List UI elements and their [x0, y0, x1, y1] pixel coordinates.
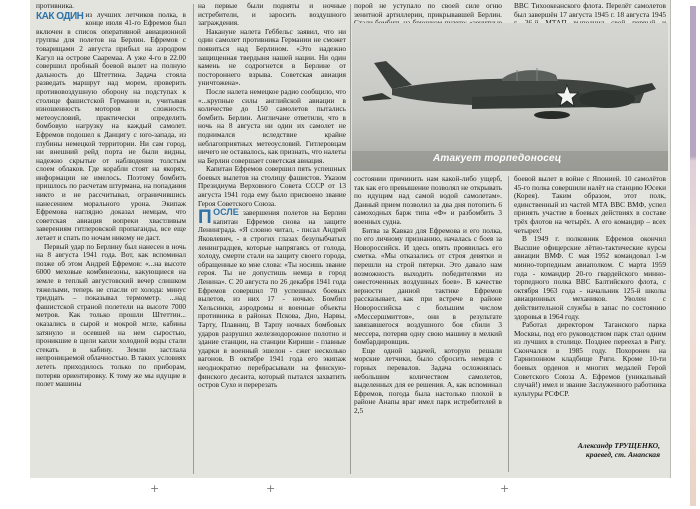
paragraph: Капитан Ефремов совершил пять успешных боевых вылетов на столицу фашистов. Указом Президиума Верховного Совета СССР от 13 августа 1941 года ему было присвоено звание Героя Советского Союза. — [198, 164, 346, 208]
article-column-4 — [514, 175, 666, 440]
paragraph-lead — [36, 11, 186, 243]
paragraph: на первые были подняты и ночные истребители, и заросить воздушного заграждения. — [198, 1, 346, 28]
paragraph: завершения полетов на Берлин капитан Ефремов снова на защите Ленинграда. «Я словно читал, - писал Андрей Яковлевич, - в строгих глазах безупыбчатых ленинградцев, которые напрягаясь от голода, холоду, смерти стали на защиту своего города, обращенные ко мне слова: «Ты носишь звание героя. Ты не допустишь немца в город Ленина». С 20 августа по 26 декабря 1941 года Ефремов совершил 70 успешных боевых вылетов, из них 17 - ночью. Бомбил Хельсинки, аэродромы и военные объекты противника в районах Пскова, Дно, Нарвы, Тарту, Плавниц. В Тарпу ночных бомбовых ударов разрушил железнодорожное полотно и здание станции, на станции Кириши - главные ударки в военный эшелон - сжег несколько вагонов. В октябре 1941 года его экипаж неоднократно перебрасывали на финскую-финского десанта, который пытался захватить остров Сухо и перерезать — [198, 208, 346, 390]
paragraph: Битва за Кавказ для Ефремова и его полка, по его личному признанию, началась с боев за Новороссийск. И здесь опять проявилась его сметка. «Мы отказались от строя девятки и перешли на строй пятерки. Это давало нам возможность выходить победителями из ожесточенных воздушных боев». В качестве верности данной тактике Ефремов рассказывает, как при встрече в районе Новороссийска с большим числом «Мессершмиттов», они в результате завязавшегося воздушного боя сбили 3 мессера, потеряв одну свою машину в мелкий бомбардировщик. — [354, 225, 502, 347]
lead-word: ОСЛЕ — [213, 207, 239, 218]
paragraph: из лучших летчиков полка, в конце июля 41-го Ефремов был включен в список оперативной авиационной группы для полетов на Берлин. Ефремов с товарищами 2 августа прибыл на аэродром Кагул на острове Сааремаа. А уже 4-го в 22.00 совершил пробный боевой вылет на полную дальность до Штеттина. Задача стояла разведать маршрут над морем, проверить противовоздушную оборону на подступах к столице фашистской Германии и, учитывая изношенность моторов и сложность метеоусловий, практически определить бомбовую нагрузку на каждый самолет. Ефремов подошел к Данцигу с юго-запада, из глубины немецкой территории. Ни сам город, ни внешний рейд порта не были видны, надежно скрытые от наблюдения толстым слоем облаков. Где корабли стоят на якорях, информации не имелось. Поэтому бомбить пришлось по расчетам штурмана, на попадания никто и не рассчитывал, ограничившись нанесением морального урона. Экипаж Ефремова наглядно доказал немцам, что советская авиация вопреки хвастливым заверениям гитлеровской пропаганды, все еще летает и спать по ночам никому не даст. — [36, 9, 186, 243]
drop-cap: КАК ОДИН — [36, 10, 84, 22]
author-name: Александр ТРУЩЕНКО, — [577, 441, 660, 450]
torpedo-bomber-image — [352, 23, 668, 171]
article-column-1 — [36, 2, 186, 476]
photo-caption: Атакует торпедоносец — [433, 153, 562, 164]
paragraph-lead — [198, 208, 346, 389]
color-calibration-strip — [690, 6, 696, 506]
author-location: краевед, ст. Анапская — [585, 450, 660, 459]
drop-cap: П — [198, 207, 212, 229]
paragraph: После налета немецкое радио сообщило, что «...крупные силы английской авиации в количестве до 150 самолетов пытались бомбить Берлин. Англичане ответили, что в ночь на 8 августа ни один их самолет не поднимался вследствие крайне неблагоприятных метеоусловий. Гитлеровцам ничего не оставалось, как признать, что налеты на Берлин совершает советская авиация. — [198, 86, 346, 165]
paragraph: Накануне налета Геббельс заявил, что ни один самолет противника Германии не сможет появиться над Берлином. «Это надежно защищенная твердыня нашей нации. Ни один камень не содрогнется в Берлине от постороннего взрыва. Советская авиация уничтожена». — [198, 26, 346, 88]
registration-mark-icon: + — [266, 482, 276, 495]
paragraph: Работал директором Таганского парка Москвы, под его руководством парк стал одним из лучших в столице. Позднее переехал в Ригу. Скончался в 1985 году. Похоронен на Гарнизонном кладбище Риги. Кроме 10-ти боевых орденов и многих медалей Герой Советского Союза А. Ефремов (уникальный случай!) имел и звание Заслуженного работника культуры РСФСР. — [514, 320, 666, 398]
paragraph: противника. — [36, 1, 74, 10]
column-divider — [193, 4, 194, 474]
article-column-4-top — [514, 2, 666, 24]
paragraph: порой не уступало по своей силе огню зенитной артиллерии, прикрывавшей Берлин. — [354, 1, 502, 19]
paragraph: боевой вылет в войне с Японией. 10 самолётов 45-го полка совершили налёт на станцию Юсеки (Корея). Таким образом, этот полк, единственный из частей МТА ВВС ВМФ, успел принять участие в боевых действиях в составе трёх флотов на четырёх. А его командир – всех четырех! — [514, 174, 667, 235]
registration-mark-icon: + — [500, 482, 510, 495]
paragraph: В 1949 г. полковник Ефремов окончил Высшие офицерские лётно-тактические курсы авиации ВМФ. С мая 1952 командовал 1-м минно-торпедным авиаполком. С марта 1959 года - командир 20-го гвардейского минно-торпедного полка ВВС Балтийского флота, с октября 1963 года - начальник 125-й школы авиационных механиков. Уволен с действительной службы в запас по состоянию здоровья в 1964 году. — [514, 234, 666, 321]
article-column-2 — [198, 2, 346, 476]
page-bottom-margin — [30, 480, 670, 509]
aircraft-photo — [352, 23, 668, 171]
article-column-3 — [354, 175, 502, 476]
paragraph: состоянии причинить нам какой-либо ущерб, так как его превышение позволял не открывать по идущим над самой водой самолетам». Данный прием позволил за два дня потопить 6 самоходных барж типа «Ф» и разбомбить 3 военных судна. — [354, 174, 502, 226]
registration-mark-icon: + — [150, 482, 160, 495]
column-divider — [350, 4, 351, 474]
column-divider — [508, 176, 509, 472]
article-column-3-top — [354, 2, 502, 24]
paragraph: ВВС Тихоокеанского флота. Перелёт самолетов был завершён 17 августа 1945 г. 18 августа 1945 — [514, 1, 666, 19]
paragraph: Еще одной задачей, которую решали морские летчики, было сбросить немцев с горных перевалов. Задача осложнялась небольшим количеством самолетов, выделенных для ее решения. А, как вспоминал Ефремов, погода была настолько плохой в районе Анапы враг имел парк истребителей в 2,5 — [354, 345, 502, 416]
author-signature — [526, 441, 660, 459]
paragraph: Первый удар по Берлину был нанесен в ночь на 8 августа 1941 года. Вот, как вспоминал позже об этом Андрей Ефремов: «...на высоте 6000 меховые комбинезоны, какующиеся на земле в теплый августовский вечер слишком тяжелыми, теперь не спасли от холода: минус тридцать – показывал термометр. ...над фашистской страной полетели на высоте 7000 метров. Как только прошли Штеттин... оказались в сырой и мокрой мгле, кабины затянуло и осевшей на нем сыростью, проникшие в щели капли холодной воды стали стекать в кабину. Земли застлала непроницаемой облачностью. В таких условиях лететь приходилось только по приборам, потеряв ориентировку. К тому же мы идущие в полет машины — [36, 241, 186, 389]
